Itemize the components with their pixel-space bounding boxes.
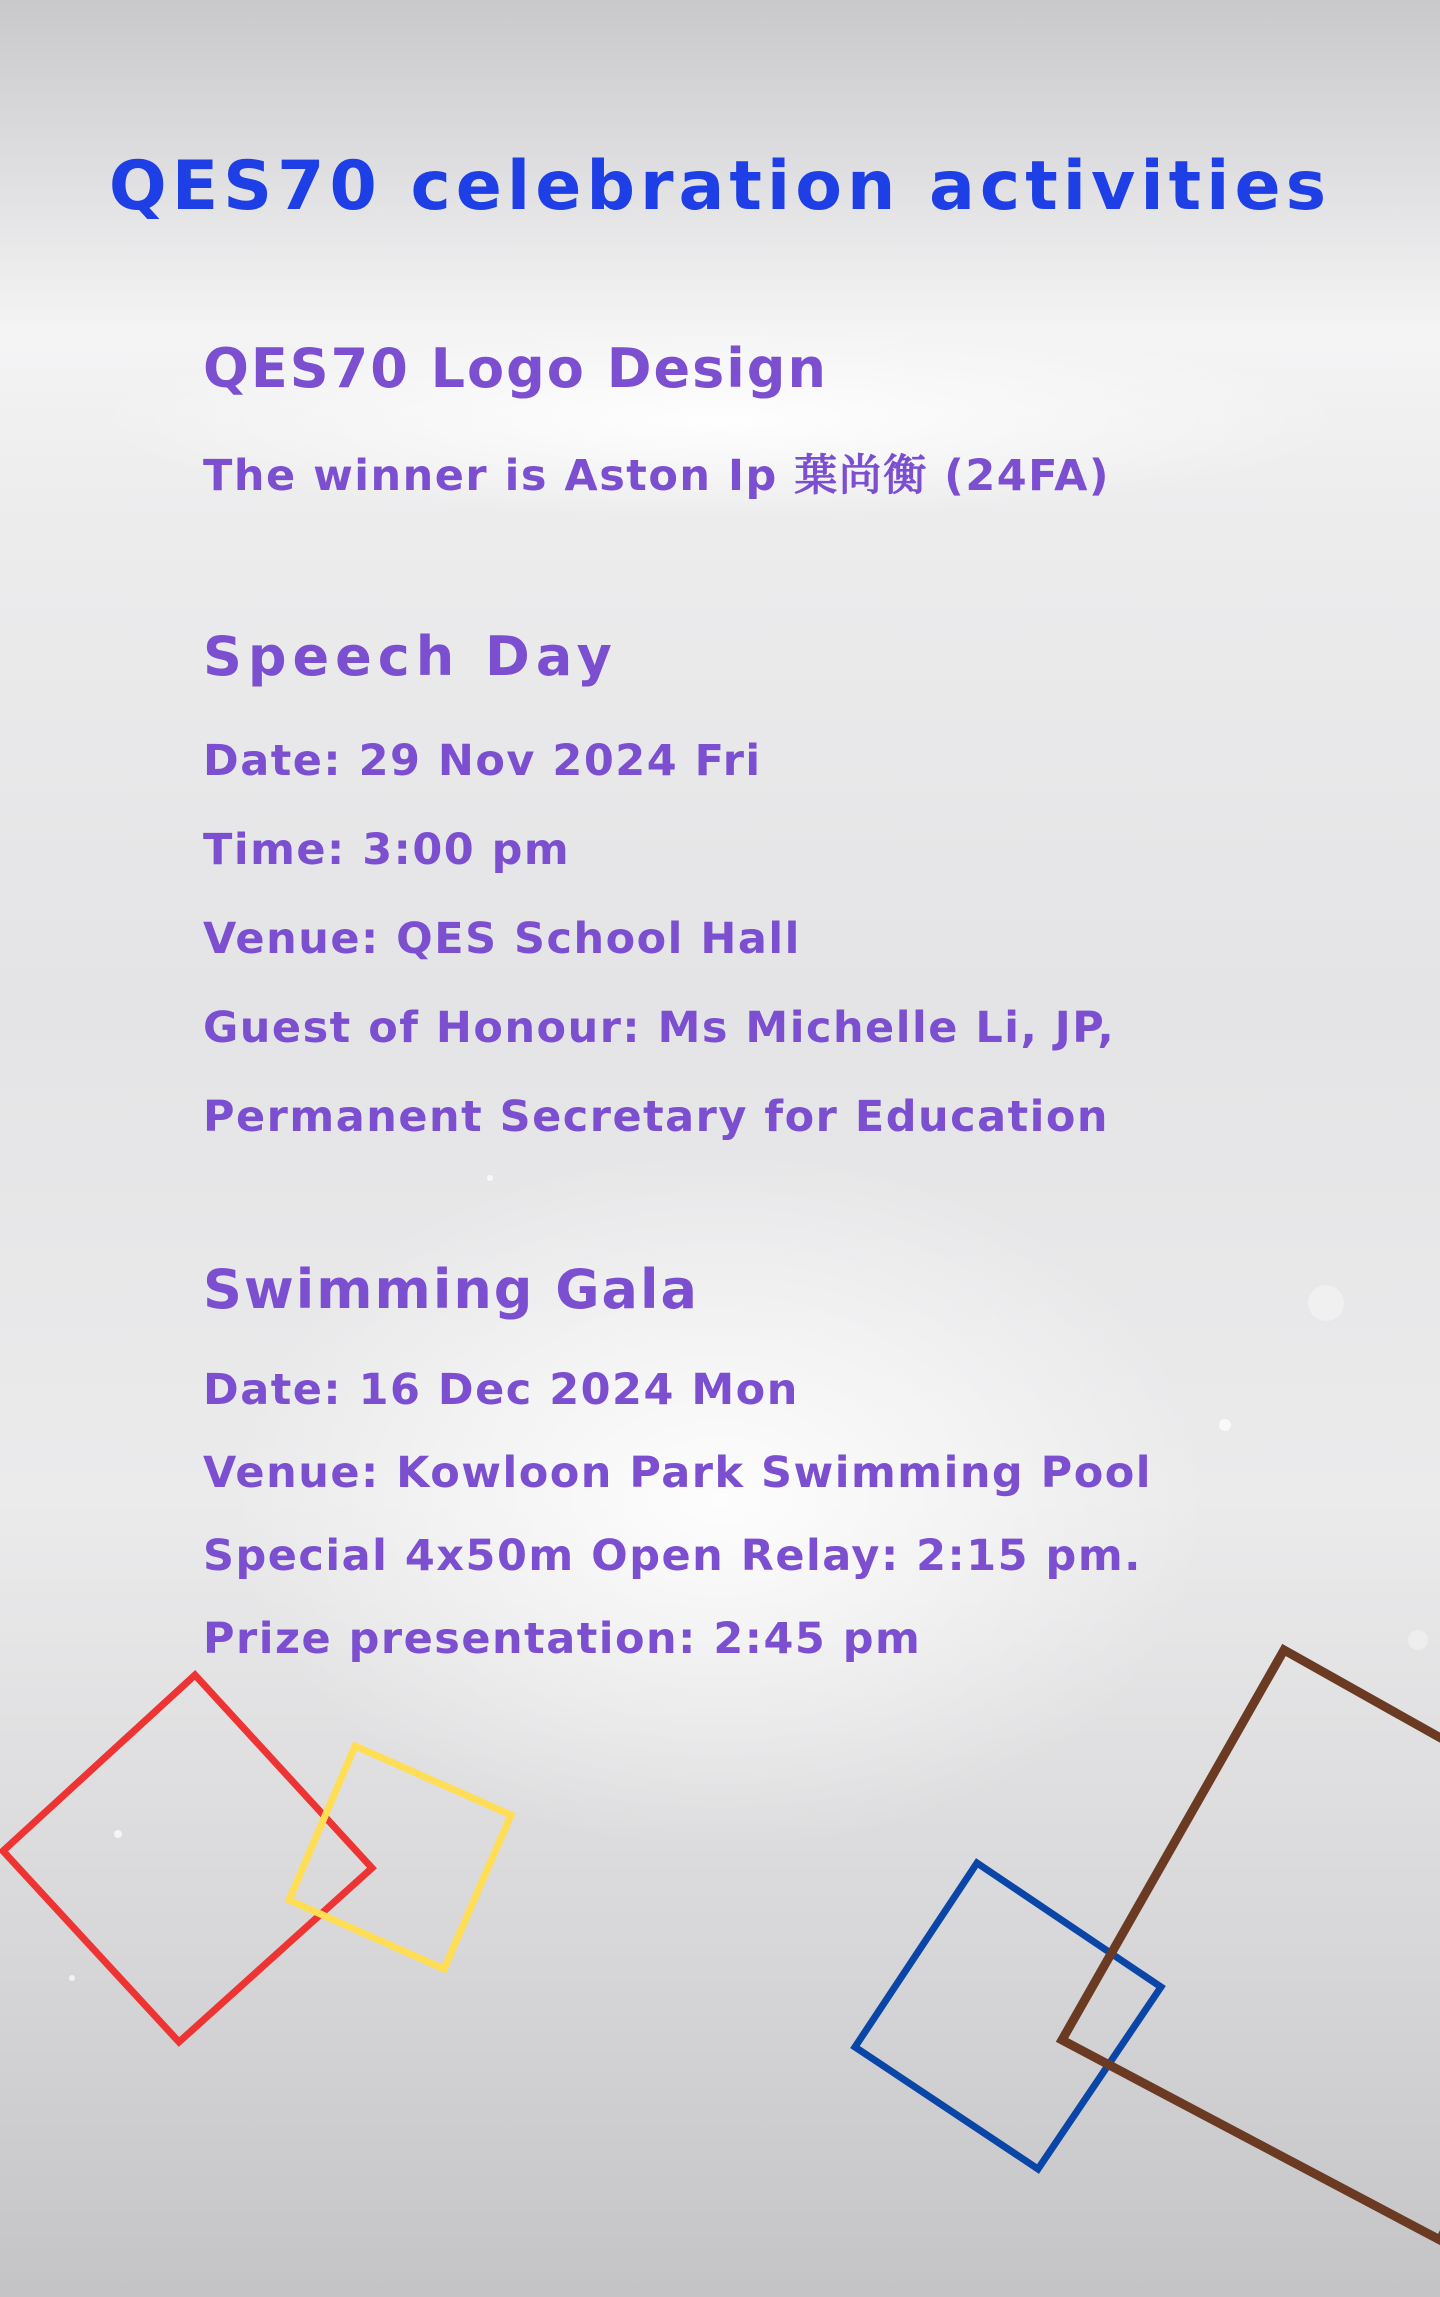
speech-day-guest-line1: Guest of Honour: Ms Michelle Li, JP, (203, 1003, 1116, 1053)
speech-day-guest-line2: Permanent Secretary for Education (203, 1092, 1110, 1142)
sparkle (1308, 1285, 1344, 1321)
swimming-gala-prize: Prize presentation: 2:45 pm (203, 1614, 922, 1664)
swimming-gala-relay: Special 4x50m Open Relay: 2:15 pm. (203, 1531, 1142, 1581)
logo-winner-text: The winner is Aston Ip 葉尚衡 (24FA) (203, 451, 1111, 501)
page-title: QES70 celebration activities (108, 147, 1332, 226)
logo-design-heading: QES70 Logo Design (203, 337, 828, 400)
speech-day-date: Date: 29 Nov 2024 Fri (203, 736, 762, 786)
sparkle (1219, 1419, 1231, 1431)
sparkle (69, 1975, 75, 1981)
sparkle (1408, 1630, 1428, 1650)
swimming-gala-venue: Venue: Kowloon Park Swimming Pool (203, 1448, 1153, 1498)
sparkle (487, 1175, 493, 1181)
brown-square-outline (1062, 1650, 1440, 2240)
speech-day-venue: Venue: QES School Hall (203, 914, 801, 964)
swimming-gala-date: Date: 16 Dec 2024 Mon (203, 1365, 799, 1415)
speech-day-heading: Speech Day (203, 625, 618, 688)
red-square-outline (3, 1675, 372, 2042)
speech-day-time: Time: 3:00 pm (203, 825, 571, 875)
sparkle (114, 1830, 122, 1838)
yellow-square-outline (289, 1746, 511, 1969)
blue-square-outline (855, 1863, 1161, 2169)
swimming-gala-heading: Swimming Gala (203, 1258, 699, 1321)
